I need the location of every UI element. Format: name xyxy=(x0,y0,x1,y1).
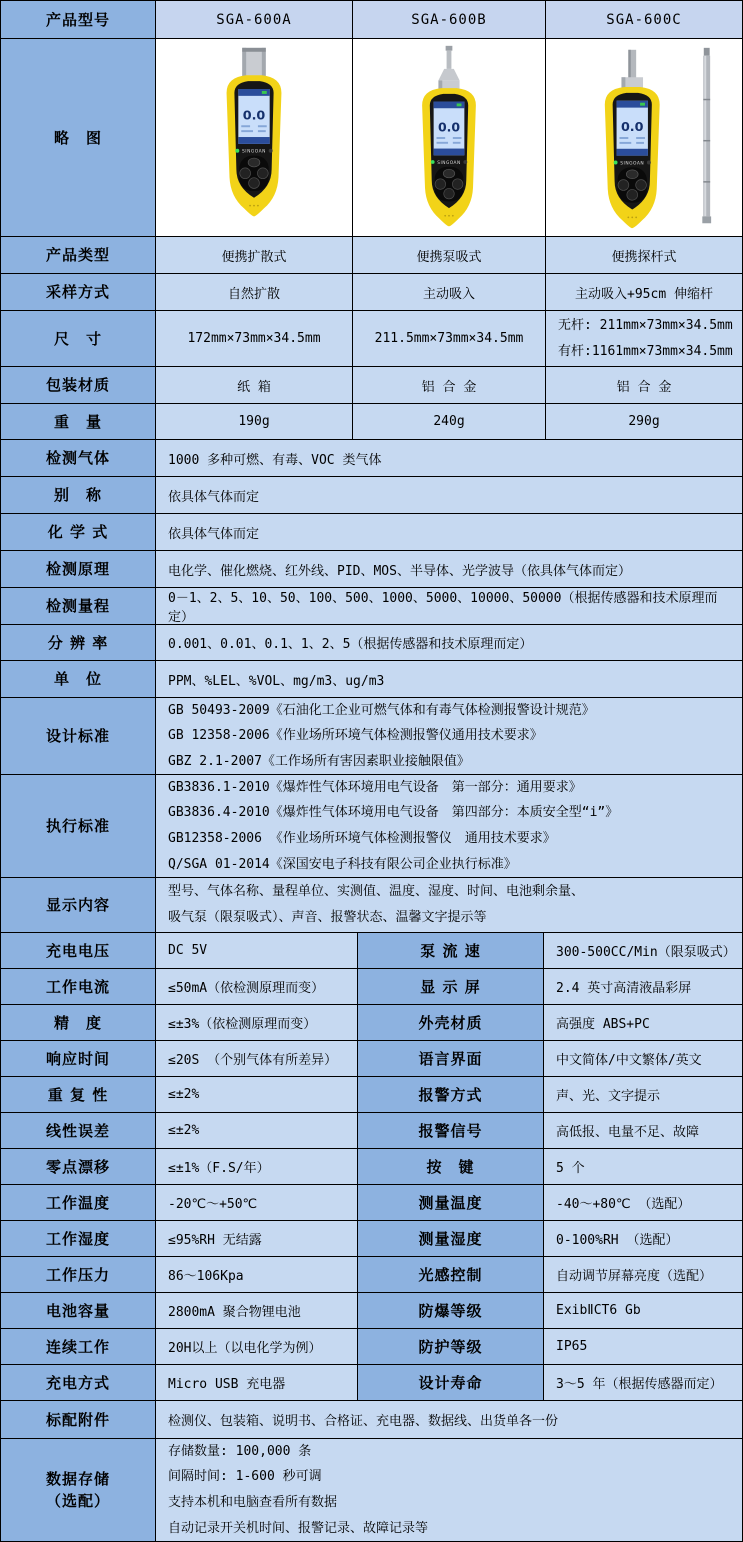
row-detected-gases xyxy=(1,440,742,477)
label-accuracy: 精 度 xyxy=(1,1005,156,1040)
data-storage-line: 存储数量: 100,000 条 xyxy=(168,1443,312,1459)
value-battery-capacity: 2800mA 聚合物锂电池 xyxy=(156,1293,358,1328)
value-response-time: ≤20S （个别气体有所差异） xyxy=(156,1041,358,1076)
value-standard-accessories: 检测仪、包装箱、说明书、合格证、充电器、数据线、出货单各一份 xyxy=(156,1401,742,1438)
value-working-current: ≤50mA（依检测原理而变） xyxy=(156,969,358,1004)
label-data-storage xyxy=(1,1439,156,1541)
design-standard-line: GB 12358-2006《作业场所环境气体检测报警仪通用技术要求》 xyxy=(168,728,543,744)
value-working-humidity: ≤95%RH 无结露 xyxy=(156,1221,358,1256)
execution-standard-line: Q/SGA 01-2014《深国安电子科技有限公司企业执行标准》 xyxy=(168,856,517,872)
row-units xyxy=(1,661,742,698)
value-charging-method: Micro USB 充电器 xyxy=(156,1365,358,1400)
label-display-screen: 显 示 屏 xyxy=(358,969,544,1004)
label-working-temperature: 工作温度 xyxy=(1,1185,156,1220)
row-alias xyxy=(1,477,742,514)
label-detection-range: 检测量程 xyxy=(1,588,156,624)
label-repeatability: 重 复 性 xyxy=(1,1077,156,1112)
value-data-storage xyxy=(156,1439,742,1541)
label-display-content: 显示内容 xyxy=(1,878,156,932)
label-linearity-error: 线性误差 xyxy=(1,1113,156,1148)
row-charge-voltage-pump-rate xyxy=(1,933,742,969)
value-dimensions-c-line1: 无杆: 211mm×73mm×34.5mm xyxy=(558,317,733,333)
value-design-lifespan: 3～5 年（根据传感器而定） xyxy=(544,1365,742,1400)
row-response-time-language xyxy=(1,1041,742,1077)
value-packaging-b: 铝 合 金 xyxy=(353,367,546,403)
model-name-a: SGA-600A xyxy=(156,1,353,38)
device-image-sga-600a xyxy=(156,39,353,236)
label-design-standards: 设计标准 xyxy=(1,698,156,774)
sketch-row xyxy=(1,39,742,237)
label-data-storage-line2: （选配） xyxy=(45,1492,110,1510)
value-units: PPM、%LEL、%VOL、mg/m3、ug/m3 xyxy=(156,661,742,697)
value-packaging-a: 纸 箱 xyxy=(156,367,353,403)
row-battery-explosion-proof xyxy=(1,1293,742,1329)
label-shell-material: 外壳材质 xyxy=(358,1005,544,1040)
model-name-b: SGA-600B xyxy=(353,1,546,38)
row-weight xyxy=(1,404,742,440)
label-data-storage-line1: 数据存储 xyxy=(45,1470,110,1488)
row-continuous-work-protection xyxy=(1,1329,742,1365)
row-accuracy-shell xyxy=(1,1005,742,1041)
device-c-illustration xyxy=(546,40,742,236)
value-display-content xyxy=(156,878,742,932)
model-name-c: SGA-600C xyxy=(546,1,742,38)
value-detected-gases: 1000 多种可燃、有毒、VOC 类气体 xyxy=(156,440,742,476)
label-alarm-signal: 报警信号 xyxy=(358,1113,544,1148)
sketch-label: 略 图 xyxy=(1,39,156,236)
label-charging-method: 充电方式 xyxy=(1,1365,156,1400)
value-light-sensor-control: 自动调节屏幕亮度（选配） xyxy=(544,1257,742,1292)
value-packaging-c: 铝 合 金 xyxy=(546,367,742,403)
execution-standard-line: GB3836.4-2010《爆炸性气体环境用电气设备 第四部分：本质安全型“i”》 xyxy=(168,805,619,821)
label-working-pressure: 工作压力 xyxy=(1,1257,156,1292)
row-design-standards xyxy=(1,698,742,775)
display-content-line: 吸气泵（限泵吸式）、声音、报警状态、温馨文字提示等 xyxy=(168,910,487,925)
row-detection-principle xyxy=(1,551,742,588)
label-response-time: 响应时间 xyxy=(1,1041,156,1076)
label-measure-humidity: 测量湿度 xyxy=(358,1221,544,1256)
device-b-illustration xyxy=(353,40,545,236)
label-buttons: 按 键 xyxy=(358,1149,544,1184)
row-sampling-method xyxy=(1,274,742,311)
value-alarm-mode: 声、光、文字提示 xyxy=(544,1077,742,1112)
data-storage-line: 自动记录开关机时间、报警记录、故障记录等 xyxy=(168,1520,429,1536)
label-packaging: 包装材质 xyxy=(1,367,156,403)
value-continuous-work: 20H以上（以电化学为例） xyxy=(156,1329,358,1364)
value-pump-rate: 300-500CC/Min（限泵吸式） xyxy=(544,933,742,968)
value-explosion-proof-grade: ExibⅡCT6 Gb xyxy=(544,1293,742,1328)
value-detection-range: 0－1、2、5、10、50、100、500、1000、5000、10000、50000（根据传感器和技术原理而定） xyxy=(156,588,742,624)
value-resolution: 0.001、0.01、0.1、1、2、5（根据传感器和技术原理而定） xyxy=(156,625,742,660)
label-sampling-method: 采样方式 xyxy=(1,274,156,310)
row-display-content xyxy=(1,878,742,933)
label-chemical-formula: 化 学 式 xyxy=(1,514,156,550)
value-dimensions-b: 211.5mm×73mm×34.5mm xyxy=(353,311,546,366)
row-linearity-alarm-signal xyxy=(1,1113,742,1149)
label-dimensions: 尺 寸 xyxy=(1,311,156,366)
label-units: 单 位 xyxy=(1,661,156,697)
header-label: 产品型号 xyxy=(1,1,156,38)
label-execution-standards: 执行标准 xyxy=(1,775,156,877)
value-dimensions-c-line2: 有杆:1161mm×73mm×34.5mm xyxy=(558,343,733,359)
label-working-humidity: 工作湿度 xyxy=(1,1221,156,1256)
device-a-illustration xyxy=(156,40,352,236)
value-product-type-a: 便携扩散式 xyxy=(156,237,353,273)
execution-standard-line: GB12358-2006 《作业场所环境气体检测报警仪 通用技术要求》 xyxy=(168,831,556,846)
row-chemical-formula xyxy=(1,514,742,551)
label-product-type: 产品类型 xyxy=(1,237,156,273)
value-weight-a: 190g xyxy=(156,404,353,439)
value-alias: 依具体气体而定 xyxy=(156,477,742,513)
data-storage-line: 支持本机和电脑查看所有数据 xyxy=(168,1495,338,1510)
value-linearity-error: ≤±2% xyxy=(156,1113,358,1148)
label-weight: 重 量 xyxy=(1,404,156,439)
value-buttons: 5 个 xyxy=(544,1149,742,1184)
header-row xyxy=(1,1,742,39)
value-working-pressure: 86～106Kpa xyxy=(156,1257,358,1292)
row-data-storage xyxy=(1,1439,742,1541)
value-measure-humidity: 0-100%RH （选配） xyxy=(544,1221,742,1256)
value-charge-voltage: DC 5V xyxy=(156,933,358,968)
label-detected-gases: 检测气体 xyxy=(1,440,156,476)
label-measure-temperature: 测量温度 xyxy=(358,1185,544,1220)
value-sampling-b: 主动吸入 xyxy=(353,274,546,310)
value-weight-b: 240g xyxy=(353,404,546,439)
label-detection-principle: 检测原理 xyxy=(1,551,156,587)
telescopic-rod-image xyxy=(702,47,711,222)
value-sampling-a: 自然扩散 xyxy=(156,274,353,310)
value-language-ui: 中文简体/中文繁体/英文 xyxy=(544,1041,742,1076)
label-light-sensor-control: 光感控制 xyxy=(358,1257,544,1292)
data-storage-line: 间隔时间: 1-600 秒可调 xyxy=(168,1469,322,1485)
label-design-lifespan: 设计寿命 xyxy=(358,1365,544,1400)
value-alarm-signal: 高低报、电量不足、故障 xyxy=(544,1113,742,1148)
value-execution-standards xyxy=(156,775,742,877)
value-dimensions-c xyxy=(546,311,742,366)
display-content-line: 型号、气体名称、量程单位、实测值、温度、湿度、时间、电池剩余量、 xyxy=(168,884,585,899)
label-zero-drift: 零点漂移 xyxy=(1,1149,156,1184)
label-battery-capacity: 电池容量 xyxy=(1,1293,156,1328)
row-working-humidity-measure-humidity xyxy=(1,1221,742,1257)
value-repeatability: ≤±2% xyxy=(156,1077,358,1112)
value-display-screen: 2.4 英寸高清液晶彩屏 xyxy=(544,969,742,1004)
row-standard-accessories xyxy=(1,1401,742,1439)
device-image-sga-600b xyxy=(353,39,546,236)
label-resolution: 分 辨 率 xyxy=(1,625,156,660)
value-design-standards xyxy=(156,698,742,774)
value-weight-c: 290g xyxy=(546,404,742,439)
row-zero-drift-buttons xyxy=(1,1149,742,1185)
row-pressure-light-control xyxy=(1,1257,742,1293)
row-working-temp-measure-temp xyxy=(1,1185,742,1221)
label-language-ui: 语言界面 xyxy=(358,1041,544,1076)
row-repeatability-alarm-mode xyxy=(1,1077,742,1113)
label-alias: 别 称 xyxy=(1,477,156,513)
value-product-type-b: 便携泵吸式 xyxy=(353,237,546,273)
label-standard-accessories: 标配附件 xyxy=(1,1401,156,1438)
execution-standard-line: GB3836.1-2010《爆炸性气体环境用电气设备 第一部分：通用要求》 xyxy=(168,779,582,795)
value-chemical-formula: 依具体气体而定 xyxy=(156,514,742,550)
row-charging-method-lifespan xyxy=(1,1365,742,1401)
value-dimensions-a: 172mm×73mm×34.5mm xyxy=(156,311,353,366)
label-pump-rate: 泵 流 速 xyxy=(358,933,544,968)
label-continuous-work: 连续工作 xyxy=(1,1329,156,1364)
value-measure-temperature: -40～+80℃ （选配） xyxy=(544,1185,742,1220)
label-alarm-mode: 报警方式 xyxy=(358,1077,544,1112)
row-execution-standards xyxy=(1,775,742,878)
value-accuracy: ≤±3%（依检测原理而变） xyxy=(156,1005,358,1040)
row-dimensions xyxy=(1,311,742,367)
label-explosion-proof-grade: 防爆等级 xyxy=(358,1293,544,1328)
label-working-current: 工作电流 xyxy=(1,969,156,1004)
row-packaging-material xyxy=(1,367,742,404)
row-product-type xyxy=(1,237,742,274)
value-protection-grade: IP65 xyxy=(544,1329,742,1364)
design-standard-line: GBZ 2.1-2007《工作场所有害因素职业接触限值》 xyxy=(168,753,470,769)
row-working-current-display xyxy=(1,969,742,1005)
row-resolution xyxy=(1,625,742,661)
row-detection-range xyxy=(1,588,742,625)
design-standard-line: GB 50493-2009《石油化工企业可燃气体和有毒气体检测报警设计规范》 xyxy=(168,702,595,718)
device-image-sga-600c xyxy=(546,39,742,236)
value-working-temperature: -20℃～+50℃ xyxy=(156,1185,358,1220)
label-charge-voltage: 充电电压 xyxy=(1,933,156,968)
value-detection-principle: 电化学、催化燃烧、红外线、PID、MOS、半导体、光学波导（依具体气体而定） xyxy=(156,551,742,587)
label-protection-grade: 防护等级 xyxy=(358,1329,544,1364)
value-shell-material: 高强度 ABS+PC xyxy=(544,1005,742,1040)
value-zero-drift: ≤±1%（F.S/年） xyxy=(156,1149,358,1184)
value-product-type-c: 便携探杆式 xyxy=(546,237,742,273)
value-sampling-c: 主动吸入+95cm 伸缩杆 xyxy=(546,274,742,310)
